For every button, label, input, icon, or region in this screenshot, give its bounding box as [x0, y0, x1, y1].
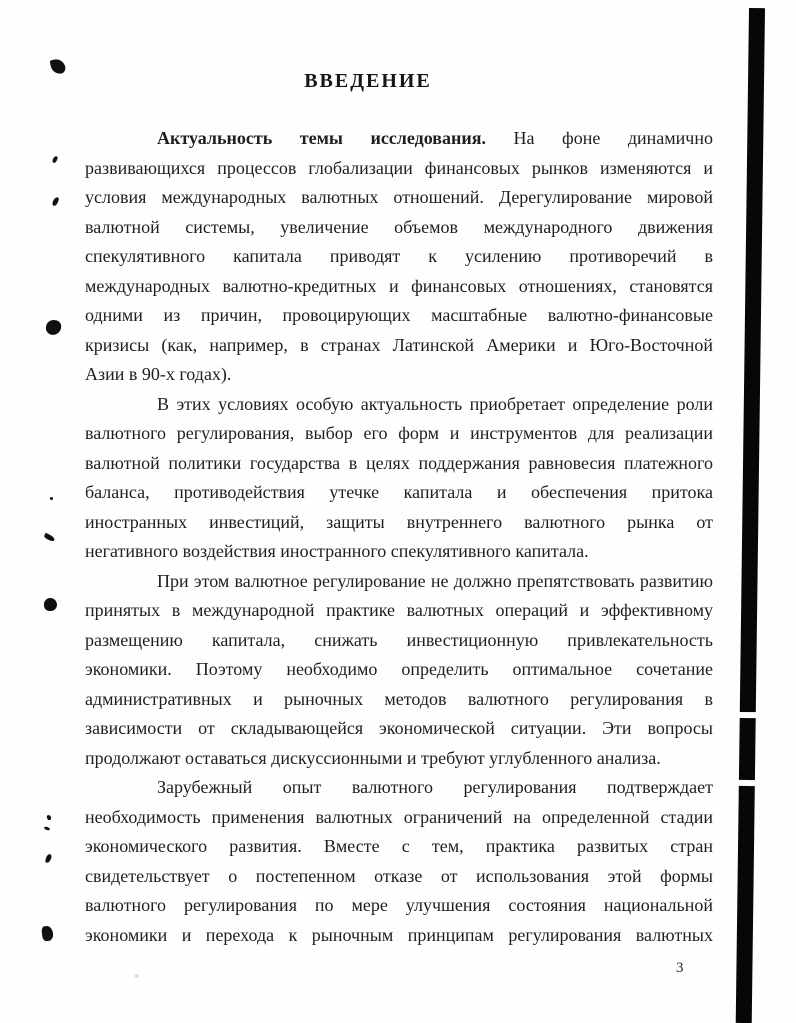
ink-speck-artifact	[43, 533, 55, 543]
binding-bar-segment	[739, 718, 756, 780]
ink-speck-artifact	[44, 826, 51, 831]
paragraph-3	[85, 567, 713, 774]
ink-speck-artifact	[46, 815, 51, 821]
text-line: необходимость применения валютных ограничений на определенной стадии	[85, 806, 713, 827]
text-line	[85, 124, 713, 154]
paragraph-2	[85, 390, 713, 567]
text-line: спекулятивного капитала приводят к усилению противоречий в	[85, 246, 713, 266]
text-line: баланса, противодействия утечке капитала и обеспечения притока	[85, 482, 713, 502]
faint-speck-artifact	[134, 974, 139, 978]
text-line: продолжают оставаться дискуссионными и требуют углубленного анализа.	[85, 747, 661, 768]
paragraph-lead-bold: Актуальность темы исследования.	[157, 128, 486, 148]
text-line: условия международных валютных отношений. Дерегулирование мировой	[85, 187, 713, 207]
text-line: развивающихся процессов глобализации финансовых рынков изменяются и	[85, 157, 713, 178]
paragraph-lead-rest: На фоне динамично	[513, 128, 713, 148]
text-line: экономики. Поэтому необходимо определить оптимальное сочетание	[85, 659, 713, 679]
text-line: административных и рыночных методов валютного регулирования в	[85, 688, 713, 709]
text-line: свидетельствует о постепенном отказе от использования этой формы	[85, 865, 713, 886]
ink-speck-artifact	[50, 497, 53, 500]
text-line: В этих условиях особую актуальность приобретает определение роли	[157, 393, 713, 414]
text-line: Азии в 90-х годах).	[85, 364, 232, 384]
ink-speck-artifact	[52, 196, 60, 206]
scanner-binding-bar	[736, 8, 765, 1023]
text-line: валютного регулирования по мере улучшения состояния национальной	[85, 895, 713, 915]
text-line: Зарубежный опыт валютного регулирования подтверждает	[157, 777, 713, 797]
ink-speck-artifact	[45, 854, 52, 864]
text-line: зависимости от складывающейся экономической ситуации. Эти вопросы	[85, 718, 713, 738]
text-line: кризисы (как, например, в странах Латинской Америки и Юго-Восточной	[85, 334, 713, 355]
text-line: международных валютно-кредитных и финансовых отношениях, становятся	[85, 275, 713, 296]
paragraph-4	[85, 773, 713, 950]
binding-bar-segment	[736, 786, 755, 1023]
text-line: принятых в международной практике валютных операций и эффективному	[85, 600, 713, 620]
text-line: При этом валютное регулирование не должно препятствовать развитию	[157, 570, 713, 591]
ink-blob-artifact	[44, 598, 57, 611]
text-line: экономического развития. Вместе с тем, практика развитых стран	[85, 836, 713, 856]
page-number: 3	[676, 960, 684, 976]
text-line: размещению капитала, снижать инвестиционную привлекательность	[85, 629, 713, 650]
text-line: иностранных инвестиций, защиты внутреннего валютного рынка от	[85, 511, 713, 532]
text-line: валютного регулирования, выбор его форм и инструментов для реализации	[85, 423, 713, 443]
ink-blob-artifact	[45, 319, 62, 336]
body-text	[85, 124, 713, 950]
paragraph-1	[85, 124, 713, 390]
binding-bar-segment	[740, 8, 765, 712]
ink-speck-artifact	[52, 155, 59, 163]
text-line: одними из причин, провоцирующих масштабные валютно-финансовые	[85, 305, 713, 325]
page-title: ВВЕДЕНИЕ	[304, 70, 432, 92]
text-line: валютной системы, увеличение объемов международного движения	[85, 216, 713, 237]
ink-blob-artifact	[41, 926, 53, 942]
text-line: валютной политики государства в целях поддержания равновесия платежного	[85, 452, 713, 473]
text-line: негативного воздействия иностранного спекулятивного капитала.	[85, 541, 589, 561]
text-line: экономики и перехода к рыночным принципам регулирования валютных	[85, 924, 713, 945]
